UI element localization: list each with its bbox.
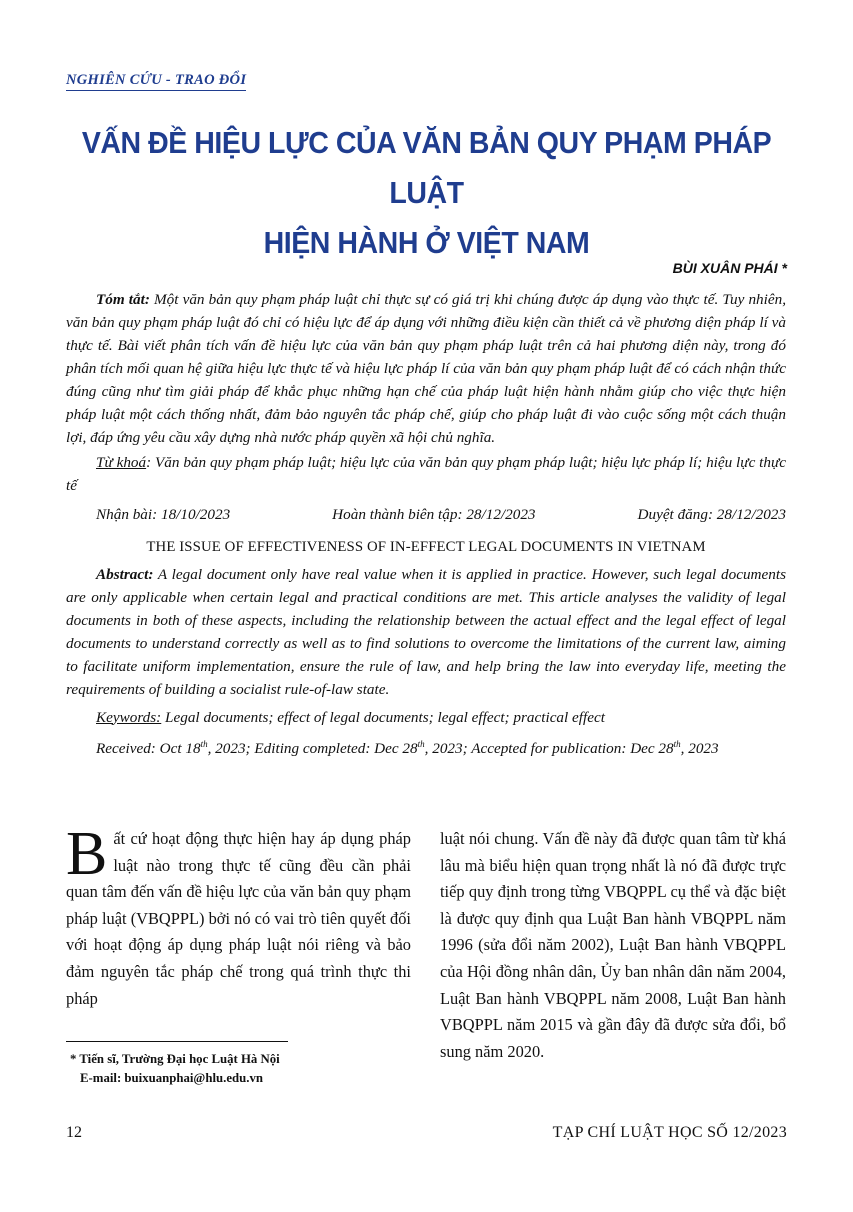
keywords-en-label: Keywords: (96, 708, 162, 726)
sup-1: th (200, 738, 208, 749)
title-line-1: VẤN ĐỀ HIỆU LỰC CỦA VĂN BẢN QUY PHẠM PHÁP LUẬT (81, 125, 772, 210)
body-column-left (66, 820, 411, 1012)
body-right-text: luật nói chung. Vấn đề này đã được quan tâm từ khá lâu mà biểu hiện quan trọng nhất là nó đã được trực tiếp quy định trong từng VBQPPL cụ thể và đặc biệt là được quy định qua Luật Ban hành VBQPPL năm 1996 (sửa đổi năm 2002), Luật Ban hành VBQPPL của Hội đồng nhân dân, Ủy ban nhân dân năm 2004, Luật Ban hành VBQPPL năm 2008, Luật Ban hành VBQPPL năm 2015 và gần đây đã được sửa đổi, bổ sung năm 2020. (440, 829, 786, 1061)
abstract-block (66, 288, 786, 760)
summary-en-text: A legal document only have real value when it is applied in practice. However, such legal documents are only applicable when certain legal and practical conditions are met. This article analyses the validity of legal documents in both of these aspects, including the relationship between the actual effect and the legal effect of legal documents to understand correctly as well as to find solutions to overcome the limitations of the current law, aiming to facilitate uniform implementation, ensure the rule of law, and help bring the law into everyday life, meeting the requirements of building a socialist rule-of-law state. (66, 566, 786, 699)
summary-vi-text: Một văn bản quy phạm pháp luật chỉ thực sự có giá trị khi chúng được áp dụng vào thực tế. Tuy nhiên, văn bản quy phạm pháp luật đó chỉ có hiệu lực để áp dụng với những điều kiện cần thiết cả về phương diện pháp lí và thực tế. Bài viết phân tích vấn đề hiệu lực của văn bản quy phạm pháp luật trên cả hai phương diện này, trong đó phân tích mối quan hệ giữa hiệu lực thực tế và hiệu lực pháp lí của văn bản quy phạm pháp luật để có cách nhận thức đúng cũng như tìm giải pháp để khắc phục những hạn chế của pháp luật hiện hành nhằm giúp cho việc thực hiện pháp luật một cách thống nhất, đảm bảo nguyên tắc pháp chế, giúp cho pháp luật đi vào cuộc sống một cách thuận lợi, đáp ứng yêu cầu xây dựng nhà nước pháp quyền xã hội chủ nghĩa. (66, 291, 786, 446)
sup-3: th (673, 738, 681, 749)
footnote-affiliation: * Tiến sĩ, Trường Đại học Luật Hà Nội (70, 1052, 280, 1066)
footnote (70, 1050, 370, 1088)
keywords-vi-text: : Văn bản quy phạm pháp luật; hiệu lực của văn bản quy phạm pháp luật; hiệu lực pháp lí; hiệu lực thực tế (66, 454, 786, 494)
keywords-en-text: Legal documents; effect of legal documents; legal effect; practical effect (165, 708, 605, 726)
date-en-year: , 2023 (680, 739, 719, 757)
date-en-received: Received: Oct 18 (96, 739, 201, 757)
keywords-en (66, 706, 786, 729)
journal-name: TẠP CHÍ LUẬT HỌC SỐ 12/2023 (552, 1124, 787, 1141)
summary-vi-label: Tóm tắt: (96, 291, 150, 308)
body-left-text: ất cứ hoạt động thực hiện hay áp dụng pháp luật nào trong thực tế cũng đều cần phải quan tâm đến vấn đề hiệu lực của văn bản quy phạm pháp luật (VBQPPL) bởi nó có vai trò tiên quyết đối với hoạt động áp dụng pháp luật nói riêng và bảo đảm nguyên tắc pháp chế trong quá trình thực thi pháp (66, 829, 411, 1008)
page-number: 12 (66, 1124, 82, 1141)
dates-en (66, 733, 786, 760)
summary-en (66, 563, 786, 702)
article-title (71, 118, 782, 268)
title-line-2: HIỆN HÀNH Ở VIỆT NAM (263, 225, 590, 260)
date-received: Nhận bài: 18/10/2023 (96, 506, 231, 523)
footnote-divider (66, 1041, 288, 1042)
drop-cap: B (66, 820, 108, 888)
sup-2: th (417, 738, 425, 749)
summary-vi (66, 288, 786, 449)
english-title: THE ISSUE OF EFFECTIVENESS OF IN-EFFECT LEGAL DOCUMENTS IN VIETNAM (146, 539, 706, 555)
date-accepted: Duyệt đăng: 28/12/2023 (637, 506, 786, 523)
keywords-vi (66, 451, 786, 497)
keywords-vi-label: Từ khoá (96, 454, 147, 471)
footnote-email: E-mail: buixuanphai@hlu.edu.vn (80, 1071, 263, 1085)
author-name: BÙI XUÂN PHÁI * (672, 260, 787, 276)
date-en-edited: , 2023; Editing completed: Dec 28 (207, 739, 418, 757)
summary-en-label: Abstract: (96, 566, 154, 583)
date-en-accepted: , 2023; Accepted for publication: Dec 28 (424, 739, 674, 757)
date-edited: Hoàn thành biên tập: 28/12/2023 (332, 506, 536, 523)
body-column-right (440, 826, 786, 1065)
dates-vi (66, 503, 786, 526)
section-label: NGHIÊN CỨU - TRAO ĐỔI (66, 72, 246, 91)
